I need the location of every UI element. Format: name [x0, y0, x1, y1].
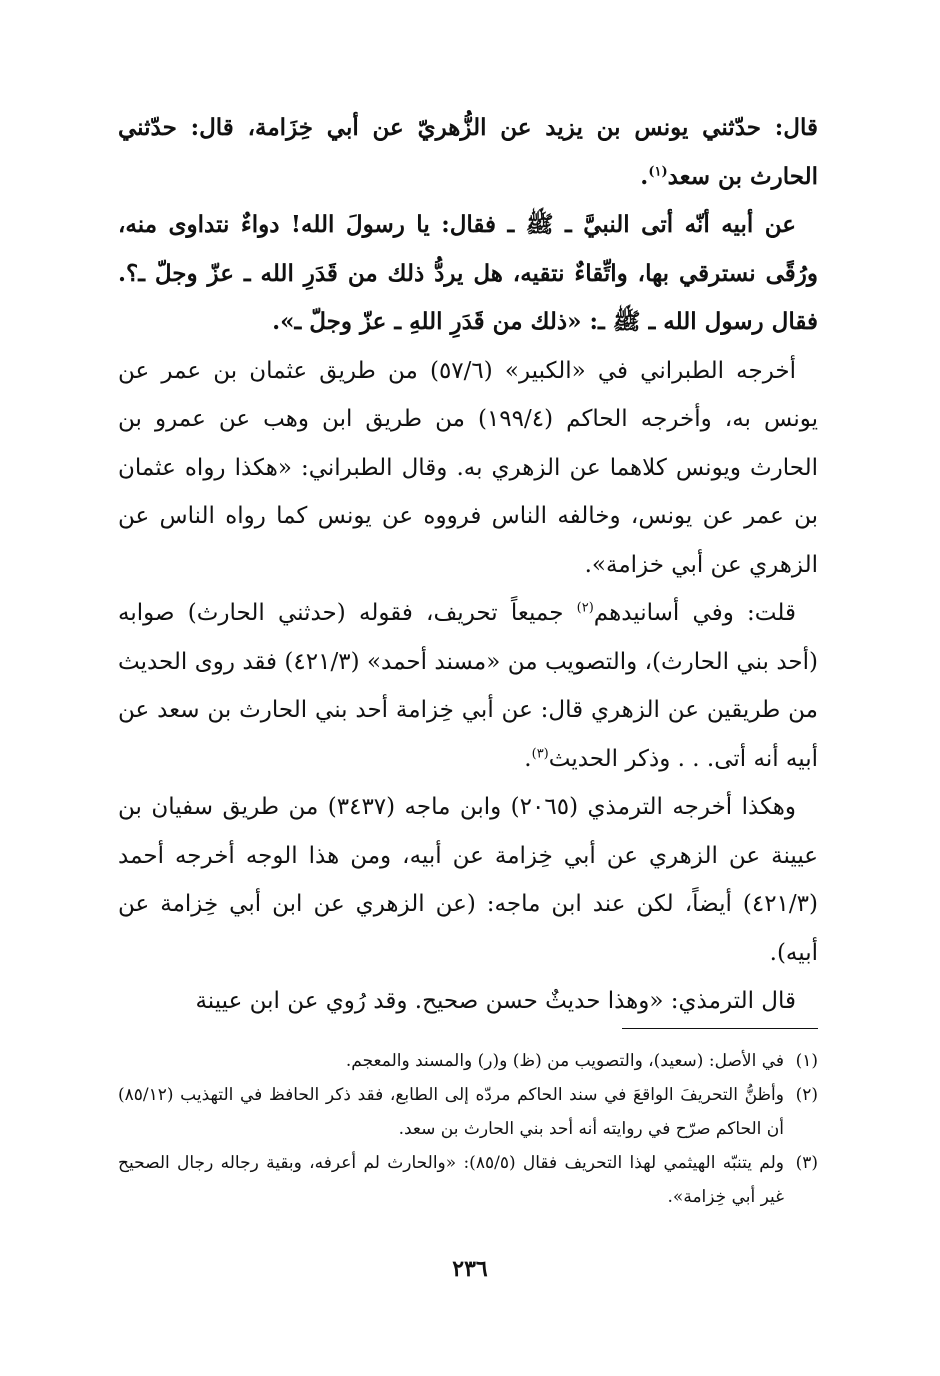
comment-text-end: . [524, 745, 532, 772]
footnote-text: ولم يتنبّه الهيثمي لهذا التحريف فقال (٨٥/٥): «والحارث لم أعرفه، وبقية رجاله رجال الصحيح غير أبي خِزامة». [118, 1153, 785, 1207]
footnote-3 [118, 1146, 818, 1214]
tirmidhi-text: وهكذا أخرجه الترمذي (٢٠٦٥) وابن ماجه (٣٤٣٧) من طريق سفيان بن عيينة عن الزهري عن أبي خِزامة عن أبيه، ومن هذا الوجه أخرجه أحمد (٤٢١/٣) أيضاً، لكن عند ابن ماجه: (عن الزهري عن ابن أبي خِزامة عن أبيه). [118, 794, 818, 966]
paragraph-takhrij [118, 347, 818, 590]
comment-text-middle: جميعاً تحريف، فقوله (حدثني الحارث) صوابه (أحد بني الحارث)، والتصويب من «مسند أحمد» (٤٢١/٣) فقد روى الحديث من طريقين عن الزهري قال: عن أبي خِزامة أحد بني الحارث بن سعد عن أبيه أنه أتى. . . وذكر الحديث [118, 600, 818, 772]
footnote-text: في الأصل: (سعيد)، والتصويب من (ظ) و(ر) والمسند والمعجم. [345, 1051, 784, 1071]
footnote-text: وأظنُّ التحريفَ الواقعَ في سند الحاكم مردّه إلى الطابع، فقد ذكر الحافظ في التهذيب (٨٥/١٢) أن الحاكم صرّح في روايته أنه أحد بني الحارث بن سعد. [118, 1085, 784, 1139]
footnote-ref-1[interactable]: (١) [648, 163, 668, 179]
footnote-1 [118, 1044, 818, 1078]
hadith-text: عن أبيه أنّه أتى النبيَّ ـ ﷺ ـ فقال: يا رسولَ الله! دواءٌ نتداوى منه، ورُقًى نسترقي بها، واتِّقاءٌ نتقيه، هل يردُّ ذلك من قَدَرِ الله ـ عزّ وجلّ ـ؟. فقال رسول الله ـ ﷺ ـ: «ذلك من قَدَرِ اللهِ ـ عزّ وجلّ ـ». [118, 211, 818, 335]
paragraph-comment [118, 589, 818, 783]
isnad-end: . [640, 162, 649, 190]
footnote-2 [118, 1078, 818, 1146]
takhrij-text: أخرجه الطبراني في «الكبير» (٥٧/٦) من طريق عثمان بن عمر عن يونس به، وأخرجه الحاكم (١٩٩/٤) من طريق ابن وهب عن عمرو بن الحارث ويونس كلاهما عن الزهري به. وقال الطبراني: «هكذا رواه عثمان بن عمر عن يونس، وخالفه الناس فرووه عن يونس كما رواه الناس عن الزهري عن أبي خزامة». [118, 357, 819, 578]
isnad-text: قال: حدّثني يونس بن يزيد عن الزُّهريّ عن أبي خِزَامة، قال: حدّثني الحارث بن سعد [118, 114, 818, 190]
paragraph-tirmidhi-quote [118, 977, 818, 1026]
page-number: ٢٣٦ [452, 1256, 488, 1282]
paragraph-hadith [118, 201, 818, 347]
comment-text-start: قلت: وفي أسانيدهم [593, 600, 796, 626]
footnote-ref-2[interactable]: (٢) [576, 600, 594, 616]
footnote-number: (١) [795, 1051, 818, 1071]
main-text [118, 104, 818, 1026]
footnote-number: (٢) [795, 1085, 818, 1105]
tirmidhi-quote-text: قال الترمذي: «وهذا حديثٌ حسن صحيح. وقد رُوي عن ابن عيينة [195, 988, 796, 1014]
paragraph-isnad [118, 104, 818, 201]
footnote-number: (٣) [795, 1153, 818, 1173]
paragraph-tirmidhi-ibnmajah [118, 783, 818, 977]
footnote-divider [622, 1028, 818, 1029]
footnotes [118, 1044, 818, 1214]
footnote-ref-3[interactable]: (٣) [531, 745, 549, 761]
